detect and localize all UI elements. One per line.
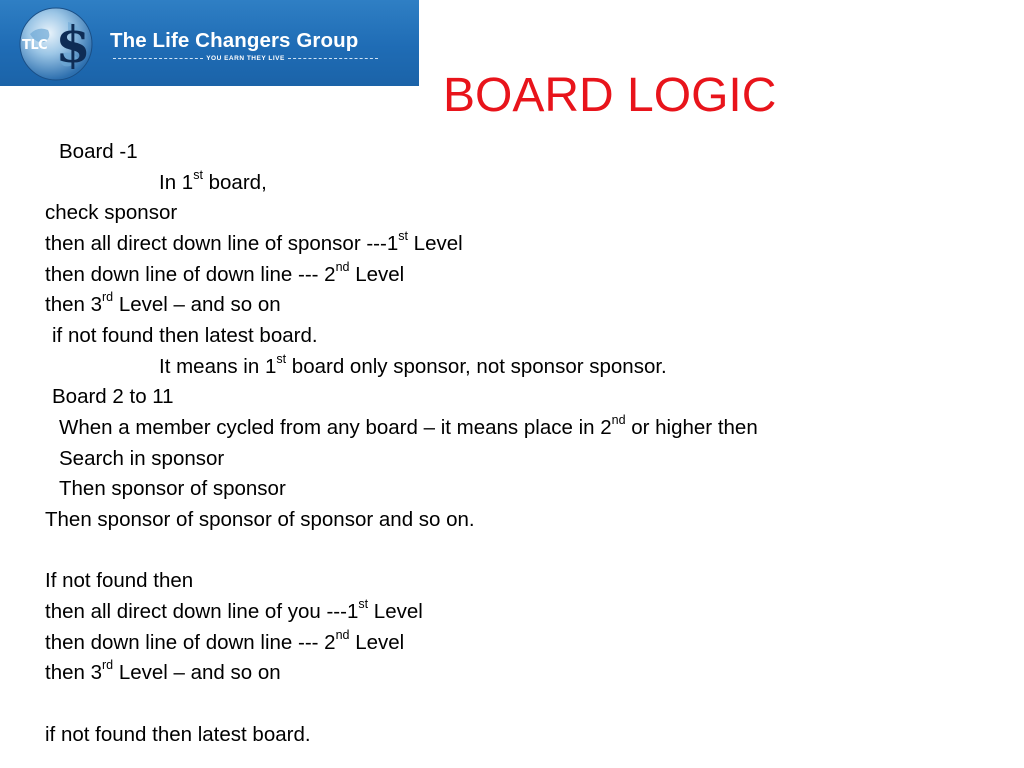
tagline-row bbox=[113, 55, 378, 62]
ordinal-suffix: st bbox=[398, 229, 408, 244]
tagline: YOU EARN THEY LIVE bbox=[206, 55, 285, 62]
body-line: if not found then latest board. bbox=[45, 723, 311, 746]
tagline-rule-right bbox=[288, 58, 378, 59]
body-line: check sponsor bbox=[45, 201, 178, 224]
ordinal-suffix: nd bbox=[335, 260, 350, 275]
body-line: then down line of down line --- 2nd Level bbox=[45, 628, 405, 654]
ordinal-suffix: rd bbox=[102, 658, 114, 673]
slide-title: BOARD LOGIC bbox=[443, 69, 777, 122]
ordinal-suffix: nd bbox=[611, 413, 626, 428]
ordinal-suffix: nd bbox=[335, 628, 350, 643]
body-line: It means in 1st board only sponsor, not sponsor sponsor. bbox=[159, 352, 667, 378]
body-line: Board 2 to 11 bbox=[52, 385, 174, 408]
body-line: Then sponsor of sponsor of sponsor and so on. bbox=[45, 508, 475, 531]
body-line: then down line of down line --- 2nd Level bbox=[45, 260, 405, 286]
ordinal-suffix: st bbox=[358, 597, 369, 612]
body-line: then 3rd Level – and so on bbox=[45, 290, 281, 316]
body-line: if not found then latest board. bbox=[52, 324, 318, 347]
tagline-rule-left bbox=[113, 58, 203, 59]
company-logo-banner bbox=[0, 0, 419, 86]
body-line: Board -1 bbox=[59, 140, 138, 163]
ordinal-suffix: st bbox=[193, 168, 203, 183]
svg-text:$: $ bbox=[55, 15, 91, 74]
body-line: When a member cycled from any board – it means place in 2nd or higher then bbox=[59, 413, 758, 439]
body-line: then all direct down line of sponsor ---1st Level bbox=[45, 229, 463, 255]
body-line: then all direct down line of you ---1st Level bbox=[45, 597, 423, 623]
body-line: If not found then bbox=[45, 569, 194, 592]
body-line: Search in sponsor bbox=[59, 447, 225, 470]
ordinal-suffix: rd bbox=[102, 290, 114, 305]
logo-emblem-text: TLC bbox=[22, 38, 48, 53]
brand-name: The Life Changers Group bbox=[110, 29, 359, 52]
body-line: Then sponsor of sponsor bbox=[59, 477, 286, 500]
body-line: In 1st board, bbox=[159, 168, 267, 194]
body-line: then 3rd Level – and so on bbox=[45, 658, 281, 684]
ordinal-suffix: st bbox=[276, 352, 287, 367]
